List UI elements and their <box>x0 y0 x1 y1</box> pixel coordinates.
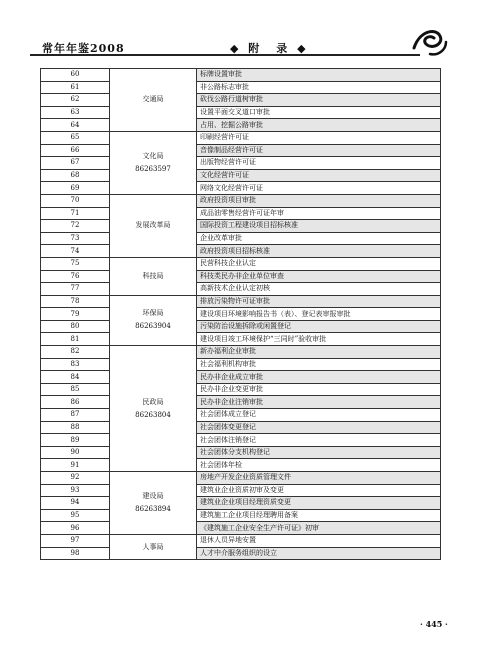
table-row <box>41 497 441 510</box>
approval-item: 国际投资工程建设项目招标核准 <box>197 220 441 233</box>
table-row <box>41 169 441 182</box>
row-number: 70 <box>41 194 110 207</box>
approval-item: 建设项目环境影响报告书（表）、登记表审报审批 <box>197 308 441 321</box>
page-header <box>30 36 450 56</box>
table-row <box>41 207 441 220</box>
row-number: 76 <box>41 270 110 283</box>
table-row <box>41 446 441 459</box>
approval-item: 民办非企业成立审批 <box>197 371 441 384</box>
table-row <box>41 295 441 308</box>
approval-item: 污染防治设施拆除或闲置登记 <box>197 320 441 333</box>
row-number: 80 <box>41 320 110 333</box>
approval-item: 成品油零售经营许可证年审 <box>197 207 441 220</box>
approval-item: 民营科技企业认定 <box>197 257 441 270</box>
department-name: 建设局 <box>142 491 164 500</box>
table-row <box>41 194 441 207</box>
table-row <box>41 283 441 296</box>
approval-item: 社会团体注销登记 <box>197 434 441 447</box>
table-row <box>41 257 441 270</box>
approval-item: 民办非企业注销审批 <box>197 396 441 409</box>
table-row <box>41 459 441 472</box>
header-rule <box>30 54 420 56</box>
row-number: 62 <box>41 94 110 107</box>
approval-item: 新办福利企业审批 <box>197 346 441 359</box>
approval-item: 出版物经营许可证 <box>197 157 441 170</box>
row-number: 67 <box>41 157 110 170</box>
approval-item: 政府投资项目审批 <box>197 194 441 207</box>
row-number: 71 <box>41 207 110 220</box>
row-number: 83 <box>41 358 110 371</box>
row-number: 79 <box>41 308 110 321</box>
table-row <box>41 157 441 170</box>
table-row <box>41 182 441 195</box>
department-cell <box>110 69 197 132</box>
approval-item: 社会福利机构审批 <box>197 358 441 371</box>
approval-item: 建筑业企业项目经理资质变更 <box>197 497 441 510</box>
row-number: 85 <box>41 383 110 396</box>
row-number: 74 <box>41 245 110 258</box>
row-number: 81 <box>41 333 110 346</box>
section-title: ◆ 附 录 ◆ <box>230 42 309 55</box>
department-phone: 86263597 <box>135 164 171 173</box>
table-row <box>41 358 441 371</box>
approval-item: 高新技术企业认定初核 <box>197 283 441 296</box>
department-name: 人事局 <box>142 542 164 551</box>
row-number: 75 <box>41 257 110 270</box>
table-row <box>41 346 441 359</box>
approval-item: 印刷经营许可证 <box>197 131 441 144</box>
table-row <box>41 131 441 144</box>
row-number: 77 <box>41 283 110 296</box>
table-row <box>41 220 441 233</box>
row-number: 69 <box>41 182 110 195</box>
approval-item: 网络文化经营许可证 <box>197 182 441 195</box>
approval-item: 非公路标志审批 <box>197 81 441 94</box>
table-row <box>41 534 441 547</box>
approval-item: 政府投资项目招标核准 <box>197 245 441 258</box>
row-number: 63 <box>41 106 110 119</box>
table-row <box>41 81 441 94</box>
row-number: 86 <box>41 396 110 409</box>
department-name: 发展改革局 <box>135 221 171 230</box>
approval-item: 社会团体分支机构登记 <box>197 446 441 459</box>
department-cell <box>110 131 197 194</box>
row-number: 98 <box>41 547 110 560</box>
department-cell <box>110 534 197 559</box>
row-number: 73 <box>41 232 110 245</box>
department-name: 科技局 <box>142 271 164 280</box>
row-number: 68 <box>41 169 110 182</box>
approval-item: 企业改革审批 <box>197 232 441 245</box>
row-number: 72 <box>41 220 110 233</box>
department-name: 交通局 <box>142 95 164 104</box>
row-number: 94 <box>41 497 110 510</box>
row-number: 90 <box>41 446 110 459</box>
table-row <box>41 320 441 333</box>
approval-item: 建设项目竣工环境保护“三同时”验收审批 <box>197 333 441 346</box>
table-row <box>41 371 441 384</box>
yearbook-logo-icon <box>410 20 450 60</box>
row-number: 93 <box>41 484 110 497</box>
yearbook-title: 常年年鉴2008 <box>42 42 125 55</box>
table-row <box>41 119 441 132</box>
approval-item: 建筑施工企业项目经理聘用备案 <box>197 509 441 522</box>
table-row <box>41 245 441 258</box>
department-cell <box>110 257 197 295</box>
department-name: 民政局 <box>142 397 164 406</box>
approval-item: 民办非企业变更审批 <box>197 383 441 396</box>
table-row <box>41 383 441 396</box>
approval-item: 设置平面交叉道口审批 <box>197 106 441 119</box>
row-number: 95 <box>41 509 110 522</box>
table-row <box>41 409 441 422</box>
approval-item: 音像制品经营许可证 <box>197 144 441 157</box>
table-row <box>41 547 441 560</box>
department-cell <box>110 295 197 345</box>
department-phone: 86263894 <box>135 504 171 513</box>
table-row <box>41 232 441 245</box>
row-number: 60 <box>41 69 110 82</box>
department-name: 环保局 <box>142 309 164 318</box>
row-number: 92 <box>41 472 110 485</box>
row-number: 82 <box>41 346 110 359</box>
row-number: 65 <box>41 131 110 144</box>
table-row <box>41 308 441 321</box>
approval-item: 砍伐公路行道树审批 <box>197 94 441 107</box>
row-number: 89 <box>41 434 110 447</box>
table-row <box>41 69 441 82</box>
page-number: · 445 · <box>420 619 448 629</box>
table-row <box>41 522 441 535</box>
table-row <box>41 333 441 346</box>
table-row <box>41 396 441 409</box>
approval-item: 社会团体年检 <box>197 459 441 472</box>
table-row <box>41 434 441 447</box>
approval-item: 社会团体变更登记 <box>197 421 441 434</box>
approval-item: 标牌设置审批 <box>197 69 441 82</box>
table-row <box>41 106 441 119</box>
table-row <box>41 421 441 434</box>
table-row <box>41 484 441 497</box>
row-number: 96 <box>41 522 110 535</box>
approval-item: 社会团体成立登记 <box>197 409 441 422</box>
row-number: 97 <box>41 534 110 547</box>
table-row <box>41 270 441 283</box>
approval-items-table <box>40 68 441 560</box>
row-number: 61 <box>41 81 110 94</box>
approval-item: 房地产开发企业资质管理文件 <box>197 472 441 485</box>
department-phone: 86263804 <box>135 410 171 419</box>
approval-item: 退休人员异地安置 <box>197 534 441 547</box>
row-number: 66 <box>41 144 110 157</box>
table-row <box>41 472 441 485</box>
row-number: 84 <box>41 371 110 384</box>
approval-item: 占用、挖掘公路审批 <box>197 119 441 132</box>
table-row <box>41 509 441 522</box>
table-row <box>41 94 441 107</box>
table-row <box>41 144 441 157</box>
approval-item: 排放污染物许可证审批 <box>197 295 441 308</box>
approval-item: 《建筑施工企业安全生产许可证》初审 <box>197 522 441 535</box>
department-phone: 86263904 <box>135 322 171 331</box>
approval-item: 科技类民办非企业单位审查 <box>197 270 441 283</box>
row-number: 64 <box>41 119 110 132</box>
approval-item: 建筑业企业资质初审及变更 <box>197 484 441 497</box>
approval-item: 文化经营许可证 <box>197 169 441 182</box>
department-cell <box>110 346 197 472</box>
approval-item: 人才中介服务组织的设立 <box>197 547 441 560</box>
table-body <box>41 69 441 560</box>
department-cell <box>110 472 197 535</box>
row-number: 88 <box>41 421 110 434</box>
row-number: 91 <box>41 459 110 472</box>
department-name: 文化局 <box>142 151 164 160</box>
department-cell <box>110 194 197 257</box>
row-number: 87 <box>41 409 110 422</box>
row-number: 78 <box>41 295 110 308</box>
